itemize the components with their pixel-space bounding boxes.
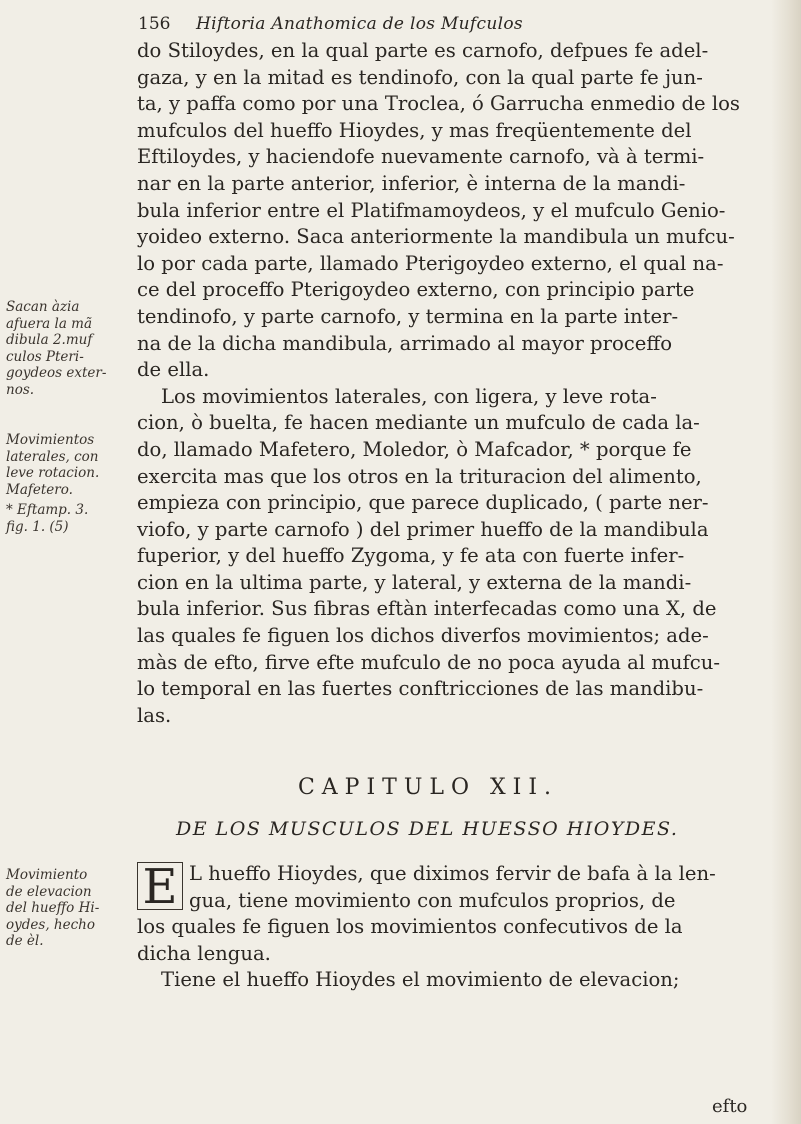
text-line: gua, tiene movimiento con mufculos proprios, de [189,888,676,912]
chapter-subheading: DE LOS MUSCULOS DEL HUESSO HIOYDES. [176,818,679,840]
text-line: fuperior, y del hueffo Zygoma, y fe ata con fuerte infer- [137,544,685,568]
text-line: do Stiloydes, en la qual parte es carnofo, defpues fe adel- [137,39,709,62]
margin-note-line: culos Pteri- [6,348,84,365]
margin-note-lateral-movements [6,432,131,498]
catchword: efto [712,1096,748,1117]
text-line: yoideo externo. Saca anteriormente la mandibula un mufcu- [137,225,735,249]
margin-note-line: * Eftamp. 3. [6,502,89,518]
text-line: màs de efto, firve efte mufculo de no poca ayuda al mufcu- [137,650,720,674]
margin-note-line: goydeos exter- [6,365,107,381]
margin-note-line: de èl. [6,933,44,949]
body-text-lower [137,861,767,994]
text-line: las quales fe figuen los dichos diverfos movimientos; ade- [137,624,709,648]
margin-note-pterygoid [6,299,131,398]
text-line: ce del proceffo Pterigoydeo externo, con principio parte [137,278,695,302]
drop-capital: E [137,862,183,910]
running-header [138,14,758,40]
text-line: Los movimientos laterales, con ligera, y leve rota- [161,384,657,408]
text-line: cion en la ultima parte, y lateral, y externa de la mandi- [137,570,692,594]
text-line: do, llamado Mafetero, Moledor, ò Mafcador, * porque fe [137,437,692,461]
text-line: exercita mas que los otros en la trituracion del alimento, [137,464,702,488]
text-line: cion, ò buelta, fe hacen mediante un mufculo de cada la- [137,411,700,435]
text-line: bula inferior. Sus fibras eftàn interfecadas como una X, de [137,597,717,621]
text-line: na de la dicha mandibula, arrimado al mayor proceffo [137,331,673,355]
margin-note-hyoid-elevation [6,867,131,950]
page-number: 156 [138,14,171,34]
text-line: las. [137,703,172,727]
text-line: dicha lengua. [137,941,271,965]
margin-note-line: afuera la mã [6,315,93,332]
margin-note-line: del hueffo Hi- [6,900,100,916]
margin-note-line: oydes, hecho [6,916,95,933]
margin-note-line: Sacan àzia [6,299,80,315]
text-line: tendinofo, y parte carnofo, y termina en la parte inter- [137,304,679,328]
chapter-heading: CAPITULO XII. [297,775,559,800]
text-line: gaza, y en la mitad es tendinofo, con la qual parte fe jun- [137,65,703,89]
margin-note-line: Mafetero. [6,481,73,498]
page-edge-shadow [771,0,801,1124]
text-line: Eftiloydes, y haciendofe nuevamente carnofo, và à termi- [137,145,705,169]
text-line: empieza con principio, que parece duplicado, ( parte ner- [137,491,709,515]
margin-note-line: Movimientos [6,432,95,448]
margin-note-line: nos. [6,381,35,398]
text-line: lo por cada parte, llamado Pterigoydeo externo, el qual na- [137,251,724,275]
margin-note-line: dibula 2.muf [6,332,93,348]
text-line: mufculos del hueffo Hioydes, y mas freqüentemente del [137,118,692,142]
text-line: nar en la parte anterior, inferior, è interna de la mandi- [137,171,686,195]
text-line: L hueffo Hioydes, que diximos fervir de bafa à la len- [189,862,716,885]
margin-note-line: leve rotacion. [6,465,100,481]
body-text-upper [137,38,767,729]
text-line: viofo, y parte carnofo ) del primer hueffo de la mandibula [137,517,709,541]
margin-note-plate-reference [6,502,131,535]
text-line: Tiene el hueffo Hioydes el movimiento de elevacion; [161,968,680,991]
text-line: ta, y paffa como por una Troclea, ó Garrucha enmedio de los [137,92,740,116]
text-line: de ella. [137,358,210,382]
text-line: bula inferior entre el Platifmamoydeos, y el mufculo Genio- [137,198,726,222]
text-line: los quales fe figuen los movimientos confecutivos de la [137,915,683,938]
margin-note-line: fig. 1. (5) [6,518,69,535]
margin-note-line: laterales, con [6,448,99,465]
margin-note-line: Movimiento [6,867,88,883]
text-line: lo temporal en las fuertes conftricciones de las mandibu- [137,677,704,701]
running-title: Hiftoria Anathomica de los Mufculos [196,14,523,34]
margin-note-line: de elevacion [6,883,92,900]
